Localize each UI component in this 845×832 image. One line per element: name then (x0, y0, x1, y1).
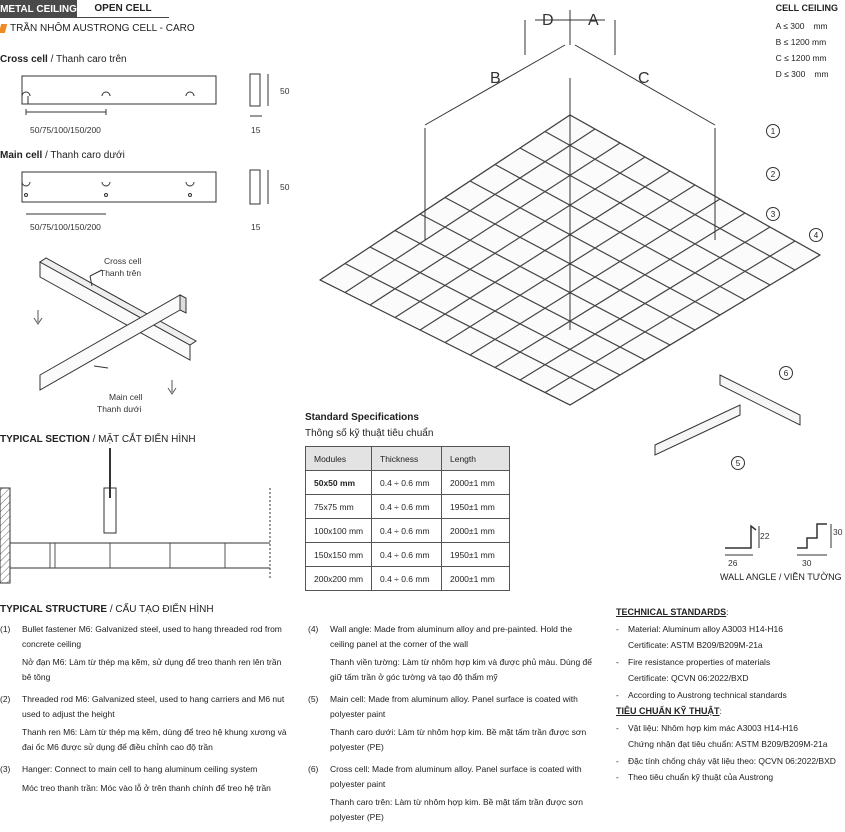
callout-2: 2 (766, 167, 780, 181)
list-item: (5) Main cell: Made from aluminum alloy. Panel surface is coated with polyester paint Thanh caro dưới: Làm từ nhôm hợp kim. Bề mặt tấm trần được sơn polyester (PE) (308, 694, 587, 752)
spec-subtitle: Thông số kỹ thuật tiêu chuẩn (305, 428, 434, 439)
dim-label-a: A (588, 12, 599, 29)
list-item: (2) Threaded rod M6: Galvanized steel, used to hang carriers and M6 nut used to adjust the height Thanh ren M6: Làm từ thép mạ kẽm, dùng để treo hệ khung xương và đai ốc M6 được sử dụng để điều chỉnh cao độ trần (0, 694, 287, 752)
spec-header-row (306, 447, 510, 471)
main-cell-en-label: Main cell (109, 392, 143, 402)
main-cell-thick-dim: 15 (251, 222, 261, 232)
cell-length: 1950±1 mm (442, 543, 510, 567)
cross-cell-vi-label: Thanh trên (100, 268, 142, 278)
cell-ceiling-title: CELL CEILING (775, 3, 838, 13)
tech-heading-vi: TIÊU CHUẨN KỸ THUẬT: (616, 706, 722, 716)
dim-label-b: B (490, 70, 501, 87)
col-length: Length (442, 447, 510, 471)
legend-row-a: A ≤ 300 mm (775, 21, 828, 31)
cell-module: 200x200 mm (306, 567, 372, 591)
table-row (306, 567, 510, 591)
product-tag: OPEN CELL (77, 0, 169, 18)
category-tag: METAL CEILING (0, 0, 77, 18)
col-thickness: Thickness (372, 447, 442, 471)
table-row (306, 543, 510, 567)
cell-length: 1950±1 mm (442, 495, 510, 519)
list-item: (1) Bullet fastener M6: Galvanized steel, used to hang threaded rod from concrete ceiling Nở đạn M6: Làm từ thép mạ kẽm, sử dụng để treo thanh ren lên trần bê tông (0, 624, 282, 682)
cross-cell-width-dim: 50/75/100/150/200 (30, 125, 101, 135)
cross-cell-en-label: Cross cell (104, 256, 142, 266)
table-row (306, 519, 510, 543)
main-cell-width-dim: 50/75/100/150/200 (30, 222, 101, 232)
wall-angle-label: WALL ANGLE / VIỀN TƯỜNG (720, 572, 842, 582)
main-cell-vi-label: Thanh dưới (97, 404, 142, 414)
cell-thickness: 0.4 ÷ 0.6 mm (372, 471, 442, 495)
wall-angle-b-height: 30 (833, 527, 843, 537)
main-cell-height-dim: 50 (280, 182, 290, 192)
structure-list-right (308, 622, 598, 832)
main-cell-title: Main cell / Thanh caro dưới (0, 150, 125, 161)
list-item: - According to Austrong technical standards (616, 689, 787, 700)
typical-section-drawing (0, 448, 280, 588)
callout-6: 6 (779, 366, 793, 380)
wall-angle-b-width: 30 (802, 558, 812, 568)
cell-thickness: 0.4 ÷ 0.6 mm (372, 495, 442, 519)
exploded-cells-drawing (650, 370, 810, 470)
cross-cell-height-dim: 50 (280, 86, 290, 96)
spec-title: Standard Specifications (305, 412, 419, 423)
isometric-ceiling-drawing (310, 0, 830, 420)
cell-module: 100x100 mm (306, 519, 372, 543)
callout-5: 5 (731, 456, 745, 470)
main-cell-drawing (0, 162, 300, 222)
list-item-sub: Certificate: QCVN 06:2022/BXD (628, 673, 749, 683)
cell-thickness: 0.4 ÷ 0.6 mm (372, 543, 442, 567)
accent-mark-icon (0, 24, 7, 33)
legend-row-b: B ≤ 1200 mm (775, 37, 827, 47)
wall-angle-a-width: 26 (728, 558, 738, 568)
tech-heading-en: TECHNICAL STANDARDS: (616, 607, 729, 617)
callout-4: 4 (809, 228, 823, 242)
typical-structure-title: TYPICAL STRUCTURE / CẤU TẠO ĐIỂN HÌNH (0, 604, 214, 615)
list-item: (6) Cross cell: Made from aluminum alloy. Panel surface is coated with polyester paint Thanh caro trên: Làm từ nhôm hợp kim. Bề mặt tấm trần được sơn polyester (PE) (308, 764, 583, 822)
spec-table (305, 446, 510, 591)
cell-length: 2000±1 mm (442, 519, 510, 543)
cell-length: 2000±1 mm (442, 567, 510, 591)
cell-thickness: 0.4 ÷ 0.6 mm (372, 567, 442, 591)
cell-module: 75x75 mm (306, 495, 372, 519)
cell-ceiling-legend (776, 0, 838, 82)
cell-length: 2000±1 mm (442, 471, 510, 495)
cross-cell-title: Cross cell / Thanh caro trên (0, 54, 127, 65)
list-item: - Fire resistance properties of materials (616, 656, 771, 667)
list-item: - Theo tiêu chuẩn kỹ thuật của Austrong (616, 772, 774, 782)
callout-1: 1 (766, 124, 780, 138)
list-item: - Đặc tính chống cháy vật liệu theo: QCVN 06:2022/BXD (616, 755, 836, 766)
structure-list-left (0, 622, 290, 803)
cross-cell-thick-dim: 15 (251, 125, 261, 135)
legend-row-d: D ≤ 300 mm (775, 69, 829, 79)
list-item-sub: Chứng nhận đạt tiêu chuẩn: ASTM B209/B209M-21a (628, 739, 828, 749)
list-item: - Material: Aluminum alloy A3003 H14-H16 (616, 623, 783, 634)
callout-3: 3 (766, 207, 780, 221)
subtitle-text: TRẦN NHÔM AUSTRONG CELL - CARO (10, 23, 195, 34)
typical-section-title: TYPICAL SECTION / MẶT CẮT ĐIỂN HÌNH (0, 434, 196, 445)
cell-module: 150x150 mm (306, 543, 372, 567)
wall-angle-a-height: 22 (760, 531, 770, 541)
cell-thickness: 0.4 ÷ 0.6 mm (372, 519, 442, 543)
dim-label-d: D (542, 12, 554, 29)
list-item-sub: Certificate: ASTM B209/B209M-21a (628, 640, 763, 650)
table-row (306, 471, 510, 495)
legend-row-c: C ≤ 1200 mm (775, 53, 827, 63)
list-item: (3) Hanger: Connect to main cell to hang aluminum ceiling system Móc treo thanh trần: Móc vào lỗ ở trên thanh chính để treo hệ trần (0, 764, 271, 793)
table-row (306, 495, 510, 519)
cell-module: 50x50 mm (306, 471, 372, 495)
product-subtitle (0, 23, 195, 34)
technical-standards (616, 604, 844, 786)
col-modules: Modules (306, 447, 372, 471)
dim-label-c: C (638, 70, 650, 87)
list-item: (4) Wall angle: Made from aluminum alloy and pre-painted. Hold the ceiling panel at the corner of the wall Thanh viền tường: Làm từ nhôm hợp kim và được phủ màu. Dùng để giữ tấm trần ở góc tường và tạo độ thẩm mỹ (308, 624, 593, 682)
list-item: - Vật liệu: Nhôm hợp kim mác A3003 H14-H16 (616, 722, 798, 733)
